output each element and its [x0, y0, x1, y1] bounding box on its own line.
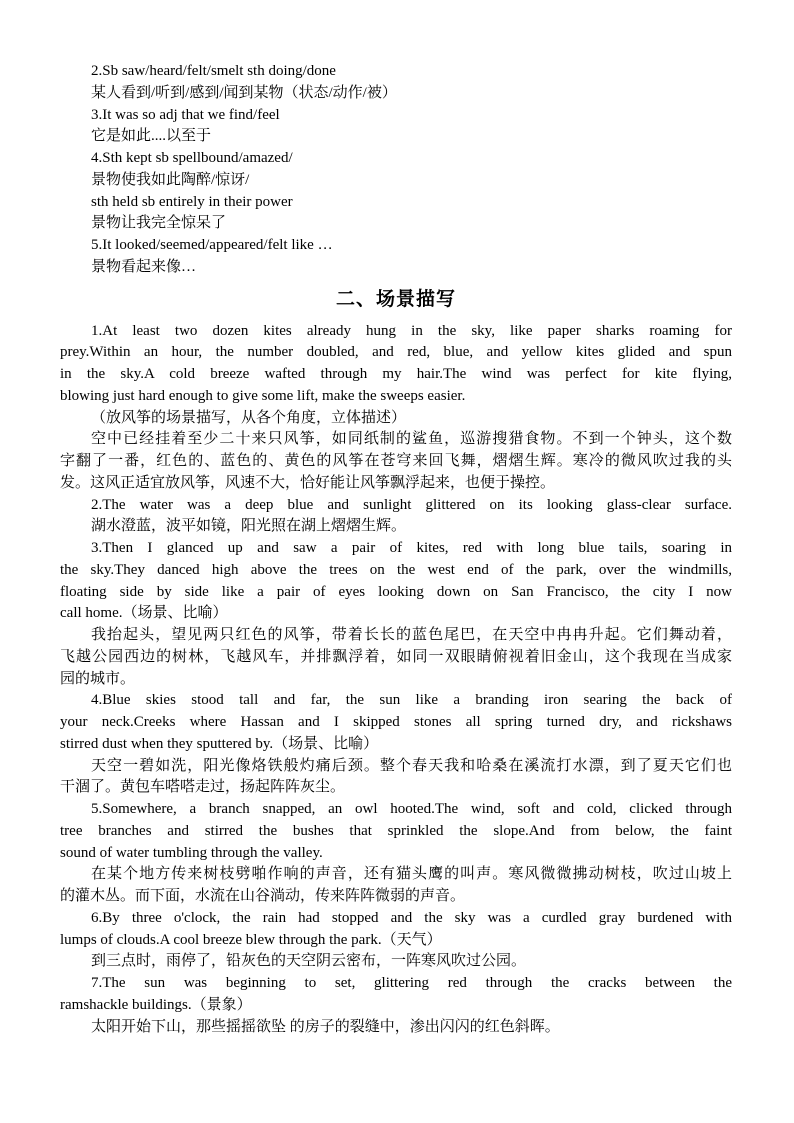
- phrase-english-line: 3.It was so adj that we find/feel: [91, 106, 280, 123]
- example-item: [60, 538, 732, 690]
- phrase-chinese-line: 景物让我完全惊呆了: [91, 215, 227, 232]
- phrase-list: [60, 61, 732, 279]
- example-english-line: 3.Then I glanced up and saw a pair of kites, red with long blue tails, soaring in: [91, 540, 732, 556]
- example-chinese-line: 园的城市。: [60, 670, 136, 687]
- phrase-item: [60, 61, 732, 105]
- example-english-line: your neck.Creeks where Hassan and I skipped stones all spring turned dry, and rickshaws: [60, 714, 732, 730]
- example-english-line: the sky.They danced high above the trees on the west end of the park, over the windmills,: [60, 561, 732, 578]
- example-chinese-line: 飞越公园西边的树林，飞越风车，并排飘浮着，如同一双眼睛俯视着旧金山，这个我现在当成家: [60, 648, 732, 665]
- phrase-chinese-line: 它是如此....以至于: [91, 128, 212, 145]
- example-english-line: 7.The sun was beginning to set, glittering red through the cracks between the: [91, 975, 732, 991]
- phrase-chinese-line: 某人看到/听到/感到/闻到某物（状态/动作/被）: [91, 84, 397, 101]
- section-heading: 二、场景描写: [335, 288, 456, 310]
- example-english-line: ramshackle buildings.（景象）: [60, 996, 252, 1013]
- example-list: [60, 321, 732, 1039]
- example-chinese-line: 在某个地方传来树枝劈啪作响的声音，还有猫头鹰的叫声。寒风微微拂动树枝，吹过山坡上: [91, 866, 732, 883]
- example-chinese-line: 湖水澄蓝，波平如镜，阳光照在湖上熠熠生辉。: [91, 518, 407, 535]
- example-item: [60, 799, 732, 908]
- phrase-english-line: sth held sb entirely in their power: [91, 193, 293, 210]
- document-page: [60, 61, 732, 1038]
- example-chinese-line: 发。这风正适宜放风筝，风速不大，恰好能让风筝飘浮起来，也便于操控。: [60, 474, 556, 491]
- example-chinese-line: 我抬起头，望见两只红色的风筝，带着长长的蓝色尾巴，在天空中冉冉升起。它们舞动着，: [91, 627, 732, 643]
- example-item: [60, 908, 732, 973]
- example-item: [60, 973, 732, 1038]
- example-english-line: floating side by side like a pair of eyes looking down on San Francisco, the city I now: [60, 583, 732, 600]
- example-english-line: tree branches and stirred the bushes that sprinkled the slope.And from below, the faint: [60, 822, 732, 839]
- example-item: [60, 495, 732, 539]
- example-english-line: 2.The water was a deep blue and sunlight glittered on its looking glass-clear surface.: [91, 496, 732, 513]
- example-english-line: blowing just hard enough to give some lift, make the sweeps easier.: [60, 387, 466, 404]
- example-english-line: lumps of clouds.A cool breeze blew through the park.（天气）: [60, 931, 442, 948]
- phrase-chinese-line: 景物看起来像…: [91, 258, 197, 275]
- example-item: [60, 321, 732, 495]
- phrase-item: [60, 105, 732, 149]
- example-chinese-line: 干涸了。黄包车嗒嗒走过，扬起阵阵灰尘。: [60, 779, 346, 796]
- phrase-item: [60, 235, 732, 279]
- example-chinese-line: 太阳开始下山，那些摇摇欲坠 的房子的裂缝中，渗出闪闪的红色斜晖。: [91, 1018, 560, 1035]
- example-english-line: stirred dust when they sputtered by.（场景、比喻）: [60, 735, 379, 752]
- example-chinese-line: 空中已经挂着至少二十来只风筝，如同纸制的鲨鱼，巡游搜猎食物。不到一个钟头，这个数: [91, 431, 732, 448]
- example-english-line: 4.Blue skies stood tall and far, the sun like a branding iron searing the back of: [91, 692, 732, 709]
- example-english-line: prey.Within an hour, the number doubled, and red, blue, and yellow kites glided and spun: [60, 344, 732, 361]
- example-chinese-line: 字翻了一番，红色的、蓝色的、黄色的风筝在苍穹来回飞舞，熠熠生辉。寒冷的微风吹过我的头: [60, 453, 732, 469]
- phrase-chinese-line: 景物使我如此陶醉/惊讶/: [91, 171, 250, 188]
- phrase-english-line: 4.Sth kept sb spellbound/amazed/: [91, 150, 293, 166]
- example-chinese-line: 的灌木丛。而下面，水流在山谷淌动，传来阵阵微弱的声音。: [60, 888, 466, 904]
- phrase-english-line: 2.Sb saw/heard/felt/smelt sth doing/done: [91, 63, 336, 79]
- example-english-line: in the sky.A cold breeze wafted through my hair.The wind was perfect for kite flying,: [60, 366, 732, 382]
- example-note: （放风筝的场景描写，从各个角度，立体描述）: [91, 409, 407, 426]
- example-english-line: sound of water tumbling through the valley.: [60, 844, 323, 861]
- example-english-line: call home.（场景、比喻）: [60, 605, 228, 622]
- example-chinese-line: 到三点时，雨停了，铅灰色的天空阴云密布，一阵寒风吹过公园。: [91, 953, 527, 970]
- example-chinese-line: 天空一碧如洗，阳光像烙铁般灼痛后颈。整个春天我和哈桑在溪流打水漂，到了夏天它们也: [91, 757, 732, 774]
- phrase-item: [60, 148, 732, 235]
- example-item: [60, 690, 732, 799]
- example-english-line: 5.Somewhere, a branch snapped, an owl hooted.The wind, soft and cold, clicked through: [91, 801, 732, 817]
- phrase-english-line: 5.It looked/seemed/appeared/felt like …: [91, 237, 333, 253]
- example-english-line: 1.At least two dozen kites already hung in the sky, like paper sharks roaming for: [91, 322, 732, 339]
- example-english-line: 6.By three o'clock, the rain had stopped and the sky was a curdled gray burdened with: [91, 909, 732, 926]
